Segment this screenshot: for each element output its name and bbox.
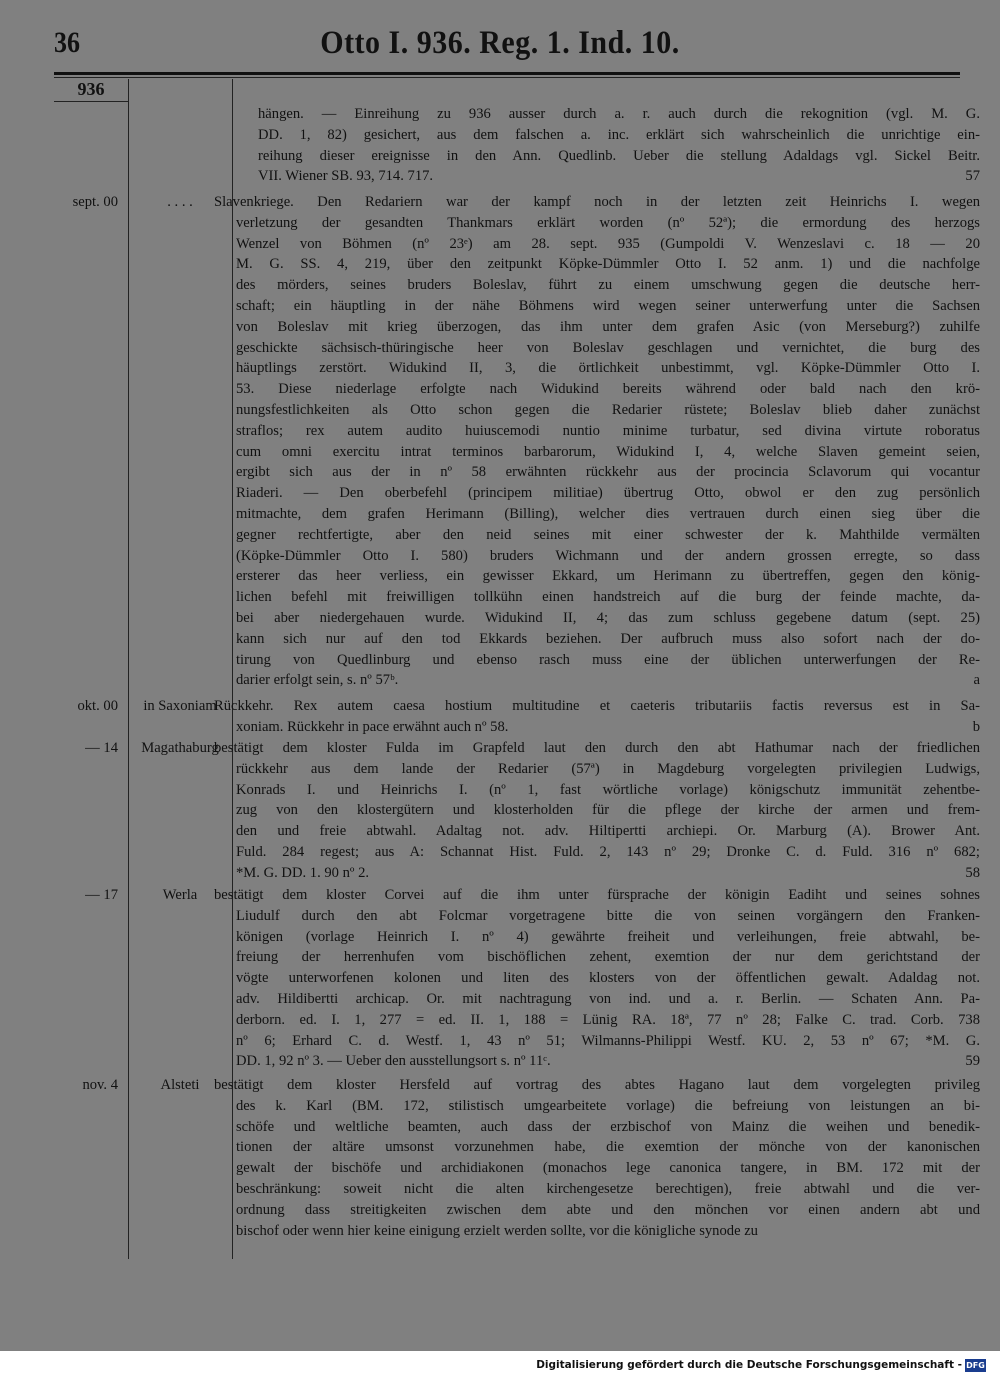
entry-text-line: gegner rechtfertigte, aber den neid seines mit einer schwester der k. Mahthilde vermälten bbox=[236, 526, 980, 543]
entry-text-line: 53. Diese niederlage erfolgte nach Widukind bereits während oder bald nach den krö- bbox=[236, 381, 980, 398]
entry-text-line: straflos; rex autem audito huiuscemodi nuntio minime turbatur, sed divina virtute roboratus bbox=[236, 422, 980, 439]
entry-date: okt. 00 bbox=[77, 698, 118, 714]
entry-text-line: lichen befehl mit freiwilligen tollkühn einen handstreich auf die burg der feinde machte, da- bbox=[236, 589, 980, 606]
entry-text-line: VII. Wiener SB. 93, 714. 717. bbox=[258, 168, 434, 185]
entry-text-line: den und freie abtwahl. Adaltag not. adv. Hiltipertti archiepi. Or. Marburg (A). Brower Ant. bbox=[236, 823, 980, 840]
entry-text-line: verletzung der gesandten Thankmars erklärt worden (nº 52ª); die ermordung des herzogs bbox=[236, 214, 980, 231]
entry-text-line: bestätigt dem kloster Corvei auf die ihm unter fürsprache der königin Eadiht und seines sohnes bbox=[214, 887, 980, 903]
entry-date: nov. 4 bbox=[82, 1077, 118, 1093]
entry-number: 58 bbox=[965, 864, 980, 881]
entry-text-line: Wenzel von Böhmen (nº 23ᵉ) am 28. sept. 935 (Gumpoldi V. Wenzeslavi c. 18 — 20 bbox=[236, 235, 980, 252]
entry-number: b bbox=[972, 718, 980, 735]
entry-text-line: Riaderi. — Den oberbefehl (principem militiae) übertrug Otto, obwol er den zug persönlich bbox=[236, 485, 980, 502]
entry-text-line: bischof oder wenn hier keine einigung erzielt werden sollte, vor die königliche synode zu bbox=[236, 1222, 758, 1239]
entry-place: . . . . bbox=[167, 194, 193, 210]
entry-text-line: hängen. — Einreihung zu 936 ausser durch a. r. auch durch die rekognition (vgl. M. G. bbox=[258, 106, 980, 122]
entry-text bbox=[236, 104, 980, 187]
dfg-logo-icon: DFG bbox=[966, 1361, 985, 1370]
entry-text-line: adv. Hildibertti archicap. Or. mit nachtragung von ind. und a. r. Berlin. — Schaten Ann. Pa- bbox=[236, 990, 980, 1007]
entry-place: Werla bbox=[162, 887, 198, 903]
entry-text-line: häuptlings zerstört. Widukind II, 3, die örtlichkeit unbestimmt, vgl. Köpke-Dümmler Otto I. bbox=[236, 360, 980, 377]
entry-text-line: xoniam. Rückkehr in pace erwähnt auch nº 58. bbox=[236, 718, 509, 735]
entry-place: in Saxoniam bbox=[143, 698, 217, 714]
entry-text bbox=[214, 1075, 980, 1241]
entry-text-line: bestätigt dem kloster Hersfeld auf vortrag des abtes Hagano laut dem vorgelegten privileg bbox=[214, 1077, 980, 1093]
entry-text-line: (Köpke-Dümmler Otto I. 580) bruders Wichmann und der andern grossen erregte, so dass bbox=[236, 547, 980, 564]
entry-text-line: schaft; ein häuptling in der nähe Böhmens wird wegen seiner unterwerfung unter die Sachsen bbox=[236, 297, 980, 314]
entry-number: a bbox=[973, 672, 980, 689]
entry-text-line: nº 6; Erhard C. d. Westf. 1, 43 nº 51; Wilmanns-Philippi Westf. KU. 2, 53 nº 67; *M. G. bbox=[236, 1032, 980, 1049]
entry-text-line: zug von den klostergütern und klosterholden für die pflege der kirche der armen und frem- bbox=[236, 802, 980, 819]
entry-text-line: M. G. SS. 4, 219, über den zeitpunkt Köpke-Dümmler Otto I. 52 anm. 1) und die nachfolge bbox=[236, 256, 980, 273]
entry-date: — 14 bbox=[85, 740, 118, 756]
header-rule-thin bbox=[54, 77, 960, 78]
year-heading: 936 bbox=[77, 79, 105, 99]
entry-text-line: geschickte sächsisch-thüringische heer von Boleslav geschlagen und vernichtet, die burg des bbox=[236, 339, 980, 356]
entry-text-line: von Boleslav mit krieg überzogen, das ihm unter dem grafen Asic (von Merseburg?) zuhilfe bbox=[236, 318, 980, 335]
entry-text-line: des mörders, seines bruders Boleslav, führt zu einem umschwung gegen die deutsche herr- bbox=[236, 277, 980, 294]
entry-text bbox=[214, 885, 980, 1072]
entry-number: 57 bbox=[965, 168, 980, 185]
entry-text-line: Liudulf durch den abt Folcmar vorgetragene bitte die von seinen vorgängern den Franken- bbox=[236, 907, 980, 924]
entry-text-line: Rückkehr. Rex autem caesa hostium multitudine et caeteris tributariis factis reversus est in Sa- bbox=[214, 698, 980, 714]
entry-place: Alsteti bbox=[160, 1077, 200, 1093]
entry-text-line: des k. Karl (BM. 172, stilistisch umgearbeitete vorlage) die befreiung von leistungen an bi- bbox=[236, 1097, 980, 1114]
entry-place: Magathaburg bbox=[141, 740, 219, 756]
page-number: 36 bbox=[54, 25, 80, 60]
footer-credit: Digitalisierung gefördert durch die Deutsche Forschungsgemeinschaft - bbox=[536, 1359, 962, 1371]
entry-text-line: nungsfestlichkeiten als Otto schon gegen die Redarier rüstete; Boleslav blieb daher zunächst bbox=[236, 401, 980, 418]
entry-text bbox=[214, 738, 980, 884]
running-title: Otto I. 936. Reg. 1. Ind. 10. bbox=[320, 24, 680, 61]
entry-text-line: königen (vorlage Heinrich I. nº 4) gewährte freiheit und verleihungen, freie abtwahl, be- bbox=[236, 928, 980, 945]
entry-text-line: tionen der altäre umsonst vorzunehmen habe, die exemtion der mönche von der kanonischen bbox=[236, 1139, 980, 1156]
entry-text-line: reihung dieser ereignisse in den Ann. Quedlinb. Ueber die stellung Adaldags vgl. Sickel Beitr. bbox=[258, 147, 980, 164]
entry-text-line: tirung von Quedlinburg und ebenso rasch muss eine der üblichen unterwerfungen der Re- bbox=[236, 651, 980, 668]
entry-text-line: gewalt der bischöfe und archidiakonen (monachos lege canonica tangere, in BM. 172 mit der bbox=[236, 1160, 980, 1177]
entry-text-line: bestätigt dem kloster Fulda im Grapfeld laut den durch den abt Hathumar nach der friedlichen bbox=[214, 740, 980, 756]
entry-text bbox=[214, 696, 980, 738]
entry-text-line: kann sich nur auf den tod Ekkards beziehen. Der aufbruch muss also sofort nach der do- bbox=[236, 630, 980, 647]
entry-text-line: bei aber niedergehauen wurde. Widukind II, 4; das zum schluss gegebene datum (sept. 25) bbox=[236, 609, 980, 626]
entry-text-line: vögte unterworfenen kolonen und liten des klosters von der öffentlichen gewalt. Adaldag not. bbox=[236, 970, 980, 987]
entry-text-line: ordnung dass streitigkeiten zwischen dem abte und den mönchen vor einen andern abt und bbox=[236, 1201, 980, 1218]
entry-text-line: mitmachte, dem grafen Herimann (Billing), welcher dies vertrauen durch einen sieg über die bbox=[236, 505, 980, 522]
entry-text-line: darier erfolgt sein, s. nº 57ᵇ. bbox=[236, 672, 399, 689]
entry-text-line: Slavenkriege. Den Redariern war der kampf noch in der letzten zeit Heinrichs I. wegen bbox=[214, 194, 980, 210]
entry-text-line: ergibt sich aus der in nº 58 erwähnten rückkehr aus der procincia Sclavorum qui vocantur bbox=[236, 464, 980, 481]
entry-text-line: beschränkung: soweit nicht die alten kirchengesetze berechtigen), freie abtwahl und die ver- bbox=[236, 1180, 980, 1197]
entry-text-line: DD. 1, 92 nº 3. — Ueber den ausstellungsort s. nº 11ᶜ. bbox=[236, 1053, 551, 1070]
entry-text-line: schöfe und weltliche beamten, auch dass der erzbischof von Mainz die weihen und benedik- bbox=[236, 1118, 980, 1135]
entry-date: — 17 bbox=[85, 887, 118, 903]
header-rule bbox=[54, 72, 960, 75]
footer-bar bbox=[0, 1351, 1000, 1379]
entry-text-line: Konrads I. und Heinrichs I. (nº 1, fast wörtliche vorlage) königschutz immunität zehentbe- bbox=[236, 781, 980, 798]
entry-text-line: DD. 1, 82) gesichert, aus dem falschen a. inc. erklärt sich wahrscheinlich die unrichtige ein- bbox=[258, 126, 980, 143]
year-underline bbox=[54, 101, 128, 102]
entry-text-line: Fuld. 284 regest; aus A: Schannat Hist. Fuld. 2, 143 nº 29; Dronke C. d. Fuld. 316 nº 682; bbox=[236, 843, 980, 860]
entry-number: 59 bbox=[965, 1053, 980, 1070]
entry-text bbox=[214, 192, 980, 691]
entry-text-line: cum omni exercitu intrat terminos barbarorum, Widukind I, 4, welche Slaven gemeint seien, bbox=[236, 443, 980, 460]
entry-date: sept. 00 bbox=[72, 194, 118, 210]
entry-text-line: ersterer das heer verliess, ein gewisser Ekkard, um Herimann zu übertreffen, gegen den könig- bbox=[236, 568, 980, 585]
entry-text-line: freiung der herrenhufen vom bischöflichen zehent, exemtion der nur dem gerichtstand der bbox=[236, 949, 980, 966]
entry-text-line: rückkehr aus dem lande der Redarier (57ª) in Magdeburg vorgelegten privilegien Ludwigs, bbox=[236, 760, 980, 777]
entry-text-line: *M. G. DD. 1. 90 nº 2. bbox=[236, 864, 370, 881]
entry-text-line: derborn. ed. I. 1, 277 = ed. II. 1, 188 = Lünig RA. 18ª, 77 nº 28; Falke C. trad. Corb. 738 bbox=[236, 1011, 980, 1028]
